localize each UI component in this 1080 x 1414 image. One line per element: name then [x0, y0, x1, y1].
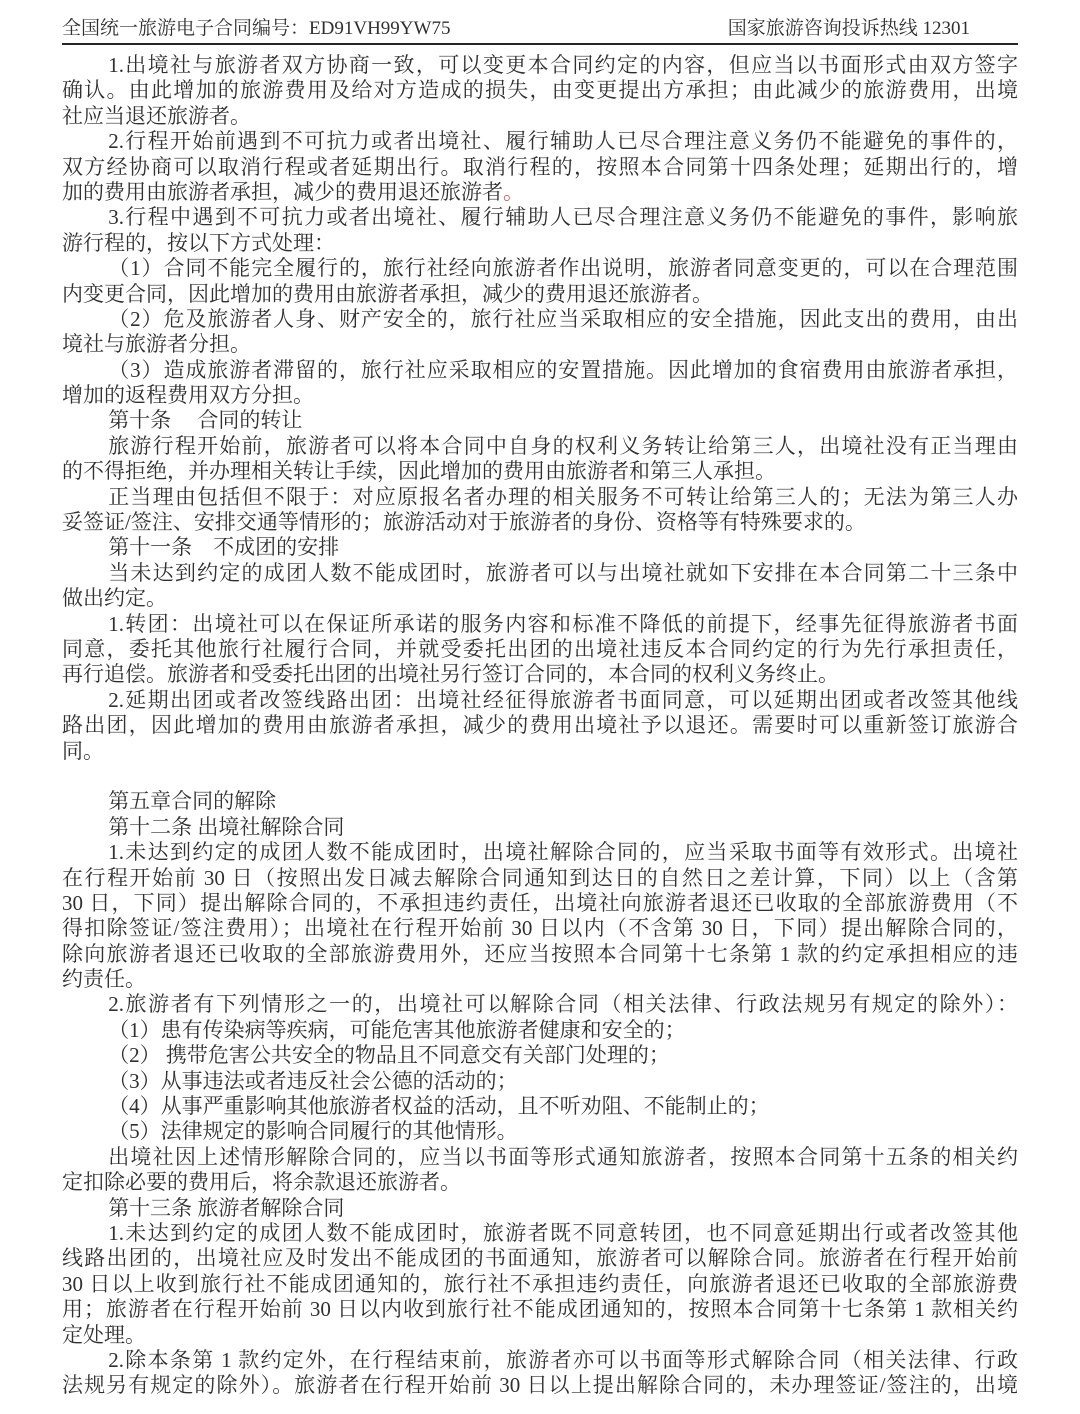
contract-line-text: （2）危及旅游者人身、财产安全的，旅行社应当采取相应的安全措施，因此支出的费用，由出: [108, 306, 1018, 331]
contract-line-text: 2.除本条第 1 款约定外，在行程结束前，旅游者亦可以书面等形式解除合同（相关法律、行政: [108, 1347, 1018, 1372]
contract-line: [62, 155, 1018, 180]
contract-line-text: 同意，委托其他旅行社履行合同，并就受委托出团的出境社违反本合同约定的行为先行承担责任，: [62, 636, 1018, 661]
section-heading: [62, 408, 1018, 433]
contract-line-text: 约责任。: [62, 967, 146, 992]
contract-line-text: 第五章合同的解除: [108, 789, 277, 814]
contract-line: [62, 358, 1018, 383]
contract-line: [62, 942, 1018, 967]
contract-line-text: 法规另有规定的除外）。旅游者在行程开始前 30 日以上提出解除合同的，未办理签证/签注的，出境: [62, 1373, 1018, 1398]
contract-number: [62, 17, 450, 40]
contract-line: [62, 332, 1018, 357]
contract-line: [62, 104, 1018, 129]
contract-line: [62, 612, 1018, 637]
contract-line-text: 同。: [62, 738, 104, 763]
contract-line-text: 妥签证/签注、安排交通等情形的；旅游活动对于旅游者的身份、资格等有特殊要求的。: [62, 510, 866, 535]
contract-line: [62, 1246, 1018, 1271]
contract-line: [62, 586, 1018, 611]
hotline-label: 国家旅游咨询投诉热线: [727, 18, 918, 39]
contract-line-text: 当未达到约定的成团人数不能成团时，旅游者可以与出境社就如下安排在本合同第二十三条中: [108, 560, 1018, 585]
red-punctuation: 。: [503, 179, 524, 204]
contract-line: [62, 129, 1018, 154]
contract-line: [62, 1094, 1018, 1119]
contract-line-text: 出境社因上述情形解除合同的，应当以书面等形式通知旅游者，按照本合同第十五条的相关约: [108, 1144, 1018, 1169]
contract-line-text: 定扣除必要的费用后，将余款退还旅游者。: [62, 1170, 461, 1195]
contract-line-text: 正当理由包括但不限于：对应原报名者办理的相关服务不可转让给第三人的；无法为第三人办: [108, 484, 1018, 509]
contract-line-text: 1.出境社与旅游者双方协商一致，可以变更本合同约定的内容，但应当以书面形式由双方签字: [108, 53, 1018, 77]
contract-line-text: （1）合同不能完全履行的，旅行社经向旅游者作出说明，旅游者同意变更的，可以在合理范围: [108, 256, 1018, 281]
contract-line: [62, 1297, 1018, 1322]
contract-line: [62, 231, 1018, 256]
page-header: [62, 17, 1018, 40]
contract-line-text: 除向旅游者退还已收取的全部旅游费用外，还应当按照本合同第十七条第 1 款的约定承担相应的违: [62, 941, 1018, 966]
contract-line: [62, 78, 1018, 103]
contract-line: [62, 866, 1018, 891]
contract-line-text: （5）法律规定的影响合同履行的其他情形。: [108, 1119, 518, 1144]
contract-line: [62, 53, 1018, 78]
hotline-number: 12301: [922, 18, 970, 39]
contract-line: [62, 739, 1018, 764]
contract-line: [62, 1373, 1018, 1398]
contract-line-text: （4）从事严重影响其他旅游者权益的活动，且不听劝阻、不能制止的；: [108, 1094, 770, 1119]
section-heading: [62, 815, 1018, 840]
contract-line: [62, 840, 1018, 865]
contract-line-text: 游行程的，按以下方式处理：: [62, 230, 335, 255]
contract-line-text: 第十二条 出境社解除合同: [108, 814, 345, 839]
contract-line: [62, 992, 1018, 1017]
contract-line: [62, 383, 1018, 408]
contract-line-text: 1.未达到约定的成团人数不能成团时，旅游者既不同意转团，也不同意延期出行或者改签其他: [108, 1220, 1018, 1245]
hotline: [728, 17, 1018, 40]
contract-line: [62, 662, 1018, 687]
contract-line: [62, 891, 1018, 916]
contract-line: [62, 1043, 1018, 1068]
section-heading: [62, 535, 1018, 560]
contract-line-text: 内变更合同，因此增加的费用由旅游者承担，减少的费用退还旅游者。: [62, 281, 713, 306]
contract-line: [62, 1323, 1018, 1348]
contract-line: [62, 637, 1018, 662]
contract-line-text: 定处理。: [62, 1322, 146, 1347]
contract-line-text: 在行程开始前 30 日（按照出发日减去解除合同通知到达日的自然日之差计算，下同）以上（含第: [62, 865, 1018, 890]
contract-line-text: 2.旅游者有下列情形之一的，出境社可以解除合同（相关法律、行政法规另有规定的除外）：: [108, 992, 1018, 1017]
blank-line: [62, 764, 1018, 789]
contract-line-text: 加的费用由旅游者承担，减少的费用退还旅游者: [62, 179, 503, 204]
contract-line: [62, 713, 1018, 738]
contract-line-text: 得扣除签证/签注费用）；出境社在行程开始前 30 日以内（不含第 30 日，下同）提出解除合同的，: [62, 916, 1018, 941]
contract-line-text: 的不得拒绝，并办理相关转让手续，因此增加的费用由旅游者和第三人承担。: [62, 459, 776, 484]
contract-line-text: （2） 携带危害公共安全的物品且不同意交有关部门处理的；: [108, 1043, 670, 1068]
contract-line-text: 3.行程中遇到不可抗力或者出境社、履行辅助人已尽合理注意义务仍不能避免的事件，影响旅: [108, 205, 1018, 230]
contract-line: [62, 1119, 1018, 1144]
contract-line: [62, 180, 1018, 205]
contract-line: [62, 561, 1018, 586]
contract-line-text: 30 日以上收到旅行社不能成团通知的，旅行社不承担违约责任，向旅游者退还已收取的全部旅游费: [62, 1271, 1018, 1296]
contract-line: [62, 282, 1018, 307]
contract-line-text: 2.延期出团或者改签线路出团：出境社经征得旅游者书面同意，可以延期出团或者改签其他线: [108, 687, 1018, 712]
contract-line-text: 第十一条 不成团的安排: [108, 535, 340, 560]
contract-line-text: （3）从事违法或者违反社会公德的活动的；: [108, 1068, 518, 1093]
contract-line-text: 增加的返程费用双方分担。: [62, 383, 314, 408]
section-heading: [62, 1196, 1018, 1221]
contract-line: [62, 916, 1018, 941]
contract-line-text: 第十三条 旅游者解除合同: [108, 1195, 345, 1220]
contract-line: [62, 1221, 1018, 1246]
contract-number-value: ED91VH99YW75: [309, 18, 451, 39]
header-divider: [62, 43, 1018, 45]
contract-line: [62, 485, 1018, 510]
contract-line: [62, 256, 1018, 281]
contract-line: [62, 434, 1018, 459]
contract-line-text: 1.转团：出境社可以在保证所承诺的服务内容和标准不降低的前提下，经事先征得旅游者书面: [108, 611, 1018, 636]
contract-line: [62, 1170, 1018, 1195]
contract-line: [62, 1018, 1018, 1043]
contract-line: [62, 1272, 1018, 1297]
contract-line-text: 线路出团的，出境社应及时发出不能成团的书面通知，旅游者可以解除合同。旅游者在行程开始前: [62, 1246, 1018, 1271]
contract-line: [62, 307, 1018, 332]
contract-line-text: 第十条 合同的转让: [108, 408, 303, 433]
contract-number-label: 全国统一旅游电子合同编号：: [62, 18, 310, 39]
contract-line: [62, 1145, 1018, 1170]
contract-line-text: 境社与旅游者分担。: [62, 332, 251, 357]
contract-line: [62, 1348, 1018, 1373]
contract-line-text: 确认。由此增加的旅游费用及给对方造成的损失，由变更提出方承担；由此减少的旅游费用，出境: [62, 78, 1018, 103]
contract-body: [62, 53, 1018, 1399]
contract-line-text: 30 日，下同）提出解除合同的，不承担违约责任，出境社向旅游者退还已收取的全部旅游费用（不: [62, 890, 1018, 915]
contract-line-text: 用；旅游者在行程开始前 30 日以内收到旅行社不能成团通知的，按照本合同第十七条第 1 款相关约: [62, 1297, 1018, 1322]
contract-line-text: 做出约定。: [62, 586, 167, 611]
contract-line: [62, 459, 1018, 484]
contract-line-text: 再行追偿。旅游者和受委托出团的出境社另行签订合同的，本合同的权利义务终止。: [62, 662, 839, 687]
contract-line: [62, 205, 1018, 230]
contract-line: [62, 688, 1018, 713]
contract-line-text: 2.行程开始前遇到不可抗力或者出境社、履行辅助人已尽合理注意义务仍不能避免的事件的，: [108, 129, 1018, 154]
contract-line-text: 1.未达到约定的成团人数不能成团时，出境社解除合同的，应当采取书面等有效形式。出境社: [108, 840, 1018, 865]
contract-line: [62, 967, 1018, 992]
contract-line-text: 路出团，因此增加的费用由旅游者承担，减少的费用出境社予以退还。需要时可以重新签订旅游合: [62, 713, 1018, 738]
contract-line-text: 社应当退还旅游者。: [62, 103, 251, 128]
contract-line: [62, 1069, 1018, 1094]
section-heading: [62, 789, 1018, 814]
contract-line-text: （3）造成旅游者滞留的，旅行社应采取相应的安置措施。因此增加的食宿费用由旅游者承担，: [108, 357, 1018, 382]
contract-line-text: （1）患有传染病等疾病，可能危害其他旅游者健康和安全的；: [108, 1017, 686, 1042]
contract-line-text: 旅游行程开始前，旅游者可以将本合同中自身的权利义务转让给第三人，出境社没有正当理由: [108, 433, 1018, 458]
contract-line-text: 双方经协商可以取消行程或者延期出行。取消行程的，按照本合同第十四条处理；延期出行的，增: [62, 154, 1018, 179]
contract-line: [62, 510, 1018, 535]
